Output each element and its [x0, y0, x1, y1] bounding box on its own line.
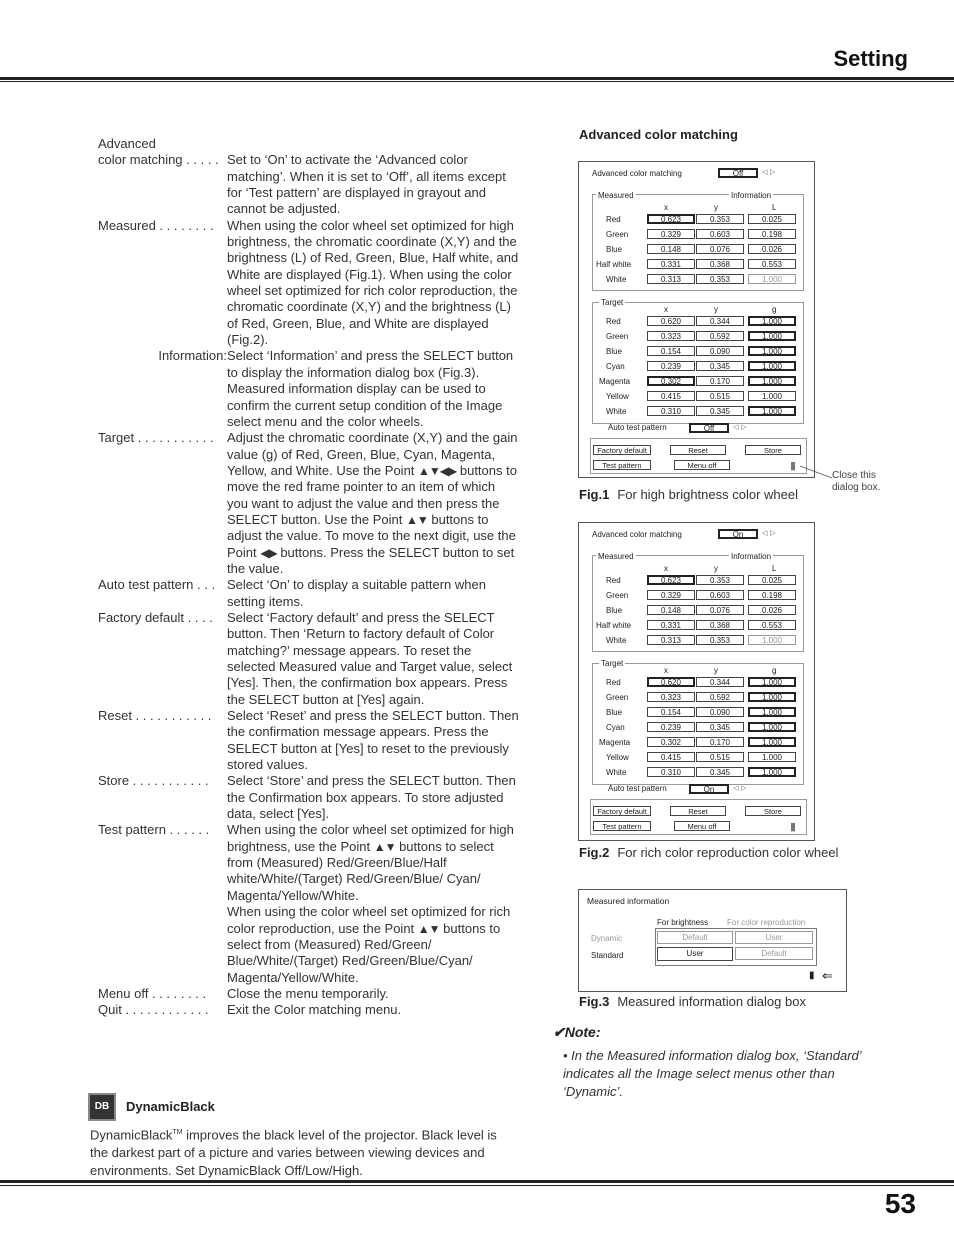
measured-l-value[interactable]: 0.198 — [748, 590, 796, 600]
definition-text: Select ‘Factory default’ and press the SELECT button. Then ‘Return to factory default of Color matching?’ message appears. To reset the selected Measured value and Target value, select [Yes]. Then, the confirmation box appears. Press the SELECT button at [Yes] again. — [227, 609, 513, 707]
target-x-value[interactable]: 0.415 — [647, 391, 695, 401]
target-row-label: Blue — [606, 708, 623, 717]
definition-text: Select ‘Store’ and press the SELECT button. Then the Confirmation box appears. To store adjusted data, select [Yes]. — [227, 773, 516, 822]
target-row-label: Green — [606, 693, 629, 702]
target-g-value[interactable]: 1.000 — [748, 692, 796, 702]
measured-label: Measured — [598, 552, 634, 561]
panel-title: Advanced color matching — [592, 169, 682, 178]
target-x-value[interactable]: 0.239 — [647, 722, 695, 732]
point-arrows-icon: ▲▼◀▶ — [418, 463, 457, 478]
target-row-label: White — [606, 768, 627, 777]
definition-term: Reset . . . . . . . . . . . — [98, 708, 212, 724]
measured-l-value[interactable]: 0.025 — [748, 575, 796, 585]
definition-entry — [98, 152, 528, 217]
store-button[interactable]: Store — [745, 445, 801, 455]
definition-entry — [98, 986, 528, 1002]
dynamicblack-name: DynamicBlack — [90, 1127, 173, 1143]
measured-l-value[interactable]: 0.025 — [748, 214, 796, 224]
right-arrow-icon[interactable]: ▷ — [741, 785, 747, 792]
target-y-value[interactable]: 0.592 — [696, 331, 744, 341]
header-rule — [0, 77, 954, 80]
target-row-label: Red — [606, 678, 621, 687]
definition-text: Exit the Color matching menu. — [227, 1002, 402, 1018]
target-x-value[interactable]: 0.302 — [647, 376, 695, 386]
point-arrows-icon: ▲▼ — [373, 839, 396, 854]
measured-x-value[interactable]: 0.331 — [647, 620, 695, 630]
col-x-label: x — [664, 203, 668, 212]
definition-term: Advanced — [98, 136, 156, 151]
point-arrows-icon: ▲▼ — [405, 512, 428, 527]
target-y-value[interactable]: 0.170 — [696, 737, 744, 747]
measured-row-label: Green — [606, 230, 629, 239]
close-dialog-note: Close this dialog box. — [832, 470, 881, 493]
target-x-value[interactable]: 0.310 — [647, 767, 695, 777]
point-arrows-icon: ◀▶ — [260, 545, 277, 560]
definition-fragment: buttons to adjust the value. To move to the next digit, use the Point — [227, 511, 516, 560]
definition-fragment: buttons. Press the SELECT button to set the value. — [227, 544, 515, 576]
fig3-title: Measured information — [587, 896, 670, 906]
fig3-dynamic-brightness: Default — [657, 931, 733, 944]
measured-row-label: Red — [606, 576, 621, 585]
measured-label: Measured — [598, 191, 634, 200]
target-g-value[interactable]: 1.000 — [748, 391, 796, 401]
information-label: Information — [731, 552, 772, 561]
measured-y-value[interactable]: 0.603 — [696, 229, 744, 239]
definition-term: Target . . . . . . . . . . . — [98, 430, 214, 446]
measured-x-value[interactable]: 0.331 — [647, 259, 695, 269]
measured-l-value[interactable]: 0.553 — [748, 620, 796, 630]
target-g-value[interactable]: 1.000 — [748, 707, 796, 717]
trademark-mark: TM — [172, 1129, 183, 1136]
target-y-value[interactable]: 0.345 — [696, 361, 744, 371]
menu-off-button[interactable]: Menu off — [674, 460, 730, 470]
target-y-value[interactable]: 0.515 — [696, 752, 744, 762]
menu-off-button[interactable]: Menu off — [674, 821, 730, 831]
measured-l-value[interactable]: 1.000 — [748, 274, 796, 284]
measured-l-value[interactable]: 0.026 — [748, 605, 796, 615]
definition-text: Select ‘Information’ and press the SELECT button to display the information dialog box (Fig.3). Measured information display can be used to confirm the current setup condition of the Image select menu and the color wheels. — [227, 348, 514, 429]
definition-entry — [98, 430, 528, 577]
definition-entry — [98, 708, 528, 773]
left-arrow-icon[interactable]: ◁ — [762, 169, 768, 176]
factory-default-button[interactable]: Factory default — [593, 445, 651, 455]
col-y-label: y — [714, 564, 718, 573]
target-col-g-label: g — [772, 666, 777, 675]
left-arrow-icon[interactable]: ◁ — [733, 424, 739, 431]
measured-row-label: Blue — [606, 606, 623, 615]
measured-y-value[interactable]: 0.603 — [696, 590, 744, 600]
dynamicblack-icon: DB — [88, 1093, 116, 1121]
auto-test-pattern-label: Auto test pattern — [608, 784, 667, 793]
target-g-value[interactable]: 1.000 — [748, 361, 796, 371]
target-x-value[interactable]: 0.302 — [647, 737, 695, 747]
definition-entry — [98, 136, 528, 152]
measured-x-value[interactable]: 0.329 — [647, 590, 695, 600]
measured-l-value[interactable]: 0.026 — [748, 244, 796, 254]
fig1-color-matching-panel — [578, 161, 815, 478]
target-x-value[interactable]: 0.154 — [647, 707, 695, 717]
definition-text: Set to ‘On’ to activate the ‘Advanced color matching’. When it is set to ‘Off’, all items except for ‘Test pattern’ are displayed in grayout and cannot be adjusted. — [227, 152, 506, 217]
fig3-row-standard: Standard — [591, 951, 624, 960]
definition-fragment: buttons to move the red frame pointer to an item of which you want to adjust the value and then press the SELECT button. Use the Point — [227, 462, 517, 527]
definition-term: Test pattern . . . . . . — [98, 822, 210, 838]
definition-fragment: When using the color wheel set optimized for high brightness, use the Point — [227, 822, 514, 854]
col-l-label: L — [772, 203, 777, 212]
target-g-value[interactable]: 1.000 — [748, 406, 796, 416]
target-col-x-label: x — [664, 305, 668, 314]
target-y-value[interactable]: 0.090 — [696, 707, 744, 717]
fig3-col-brightness: For brightness — [657, 918, 709, 927]
measured-y-value[interactable]: 0.076 — [696, 605, 744, 615]
target-g-value[interactable]: 1.000 — [748, 376, 796, 386]
auto-test-pattern-label: Auto test pattern — [608, 423, 667, 432]
fig3-measured-information-dialog — [578, 889, 847, 992]
target-y-value[interactable]: 0.090 — [696, 346, 744, 356]
fig3-number: Fig.3 — [579, 994, 610, 1009]
close-note-leader — [798, 462, 834, 482]
target-row-label: Magenta — [599, 738, 631, 747]
exit-door-icon[interactable]: ▮ — [790, 821, 797, 833]
measured-x-value[interactable]: 0.313 — [647, 635, 695, 645]
target-x-value[interactable]: 0.620 — [647, 316, 695, 326]
measured-y-value[interactable]: 0.353 — [696, 575, 744, 585]
target-x-value[interactable]: 0.415 — [647, 752, 695, 762]
fig2-caption — [579, 845, 838, 860]
target-y-value[interactable]: 0.592 — [696, 692, 744, 702]
reset-button[interactable]: Reset — [670, 806, 726, 816]
definition-text: Close the menu temporarily. — [227, 985, 389, 1001]
target-y-value[interactable]: 0.344 — [696, 316, 744, 326]
definition-term: Quit . . . . . . . . . . . . — [98, 1002, 209, 1018]
target-col-g-label: g — [772, 305, 777, 314]
target-x-value[interactable]: 0.239 — [647, 361, 695, 371]
measured-l-value[interactable]: 0.553 — [748, 259, 796, 269]
fig2-caption-text: For rich color reproduction color wheel — [617, 845, 839, 860]
measured-x-value[interactable]: 0.148 — [647, 605, 695, 615]
test-pattern-button[interactable]: Test pattern — [593, 821, 651, 831]
footer-rule — [0, 1180, 954, 1183]
fig3-row-dynamic: Dynamic — [591, 934, 623, 943]
target-x-value[interactable]: 0.620 — [647, 677, 695, 687]
note-body: • In the Measured information dialog box, ‘Standard’ indicates all the Image select menus other than ‘Dynamic’. — [563, 1048, 861, 1099]
target-y-value[interactable]: 0.345 — [696, 722, 744, 732]
exit-door-icon[interactable]: ▮ — [790, 460, 797, 472]
definition-text — [227, 136, 519, 152]
target-g-value[interactable]: 1.000 — [748, 722, 796, 732]
dynamicblack-text: improves the black level of the projector. Black level is the darkest part of a picture and varies between viewing devices and environments. Set DynamicBlack Off/Low/High. — [90, 1127, 497, 1179]
measured-x-value[interactable]: 0.623 — [647, 214, 695, 224]
color-matching-toggle[interactable]: On — [718, 529, 758, 539]
target-label: Target — [601, 298, 624, 307]
target-row-label: Red — [606, 317, 621, 326]
right-arrow-icon[interactable]: ▷ — [741, 424, 747, 431]
dynamicblack-title: DynamicBlack — [126, 1099, 215, 1114]
target-label: Target — [601, 659, 624, 668]
col-y-label: y — [714, 203, 718, 212]
target-g-value[interactable]: 1.000 — [748, 737, 796, 747]
target-y-value[interactable]: 0.515 — [696, 391, 744, 401]
target-y-value[interactable]: 0.345 — [696, 406, 744, 416]
target-y-value[interactable]: 0.345 — [696, 767, 744, 777]
page-number: 53 — [884, 1188, 916, 1219]
store-button[interactable]: Store — [745, 806, 801, 816]
definition-entry — [98, 822, 528, 985]
measured-l-value[interactable]: 1.000 — [748, 635, 796, 645]
measured-row-label: Red — [606, 215, 621, 224]
fig3-standard-brightness: User — [657, 947, 733, 961]
measured-y-value[interactable]: 0.368 — [696, 259, 744, 269]
col-x-label: x — [664, 564, 668, 573]
factory-default-button[interactable]: Factory default — [593, 806, 651, 816]
definition-text — [227, 430, 519, 577]
page-title: Setting — [833, 46, 908, 71]
target-g-value[interactable]: 1.000 — [748, 346, 796, 356]
fig3-dynamic-color: User — [735, 931, 813, 944]
target-row-label: Green — [606, 332, 629, 341]
fig3-caption — [579, 994, 806, 1009]
measured-row-label: White — [606, 636, 627, 645]
measured-x-value[interactable]: 0.623 — [647, 575, 695, 585]
measured-l-value[interactable]: 0.198 — [748, 229, 796, 239]
target-y-value[interactable]: 0.170 — [696, 376, 744, 386]
target-row-label: Cyan — [606, 723, 625, 732]
information-label: Information — [731, 191, 772, 200]
target-y-value[interactable]: 0.344 — [696, 677, 744, 687]
fig1-caption — [579, 487, 798, 502]
measured-row-label: Blue — [606, 245, 623, 254]
definition-entry — [98, 218, 528, 349]
definition-term: Store . . . . . . . . . . . — [98, 773, 209, 789]
target-x-value[interactable]: 0.154 — [647, 346, 695, 356]
definition-fragment: buttons to select from (Measured) Red/Green/ Blue/White/(Target) Red/Green/Blue/Cyan/ Magenta/Yellow/White. — [227, 920, 501, 985]
reset-button[interactable]: Reset — [670, 445, 726, 455]
measured-y-value[interactable]: 0.368 — [696, 620, 744, 630]
measured-x-value[interactable]: 0.329 — [647, 229, 695, 239]
definition-term: Menu off . . . . . . . . — [98, 985, 207, 1001]
target-row-label: Blue — [606, 347, 623, 356]
note-heading: ✔Note: — [553, 1024, 601, 1040]
definition-term: color matching . . . . . — [98, 152, 219, 168]
target-row-label: Cyan — [606, 362, 625, 371]
definition-entry — [98, 348, 528, 430]
definition-term: Factory default . . . . — [98, 609, 213, 625]
target-g-value[interactable]: 1.000 — [748, 677, 796, 687]
definition-entry — [98, 773, 528, 822]
left-arrow-icon[interactable]: ◁ — [733, 785, 739, 792]
target-row-label: Magenta — [599, 377, 631, 386]
definition-entry — [98, 1002, 528, 1018]
right-heading: Advanced color matching — [579, 127, 738, 142]
target-g-value[interactable]: 1.000 — [748, 752, 796, 762]
definition-entry — [98, 577, 528, 610]
definition-term: Information: — [158, 348, 227, 364]
target-x-value[interactable]: 0.323 — [647, 692, 695, 702]
definition-text: Select ‘On’ to display a suitable pattern when setting items. — [227, 577, 486, 609]
target-x-value[interactable]: 0.310 — [647, 406, 695, 416]
target-col-y-label: y — [714, 305, 718, 314]
fig1-number: Fig.1 — [579, 487, 610, 502]
fig3-back-arrow-icon[interactable]: ⇐ — [822, 968, 833, 983]
measured-x-value[interactable]: 0.148 — [647, 244, 695, 254]
measured-x-value[interactable]: 0.313 — [647, 274, 695, 284]
target-g-value[interactable]: 1.000 — [748, 331, 796, 341]
fig3-exit-icon[interactable]: ▮ — [809, 970, 815, 981]
definition-fragment: When using the color wheel set optimized for rich color reproduction, use the Point — [227, 904, 511, 936]
right-arrow-icon[interactable]: ▷ — [770, 169, 776, 176]
target-col-y-label: y — [714, 666, 718, 675]
measured-row-label: Green — [606, 591, 629, 600]
fig2-number: Fig.2 — [579, 845, 610, 860]
measured-row-label: Half white — [596, 621, 632, 630]
measured-y-value[interactable]: 0.076 — [696, 244, 744, 254]
footer-rule-thin — [0, 1185, 954, 1186]
definition-text — [227, 822, 519, 985]
left-arrow-icon[interactable]: ◁ — [762, 530, 768, 537]
definition-text: Select ‘Reset’ and press the SELECT button. Then the confirmation message appears. Press the SELECT button at [Yes] to reset to the previously stored values. — [227, 708, 519, 773]
target-col-x-label: x — [664, 666, 668, 675]
target-g-value[interactable]: 1.000 — [748, 316, 796, 326]
target-row-label: Yellow — [606, 753, 629, 762]
definition-term: Auto test pattern . . . — [98, 577, 216, 593]
target-g-value[interactable]: 1.000 — [748, 767, 796, 777]
fig3-col-color-reproduction: For color reproduction — [727, 918, 806, 927]
point-arrows-icon: ▲▼ — [417, 921, 440, 936]
fig3-standard-color: Default — [735, 947, 813, 960]
right-arrow-icon[interactable]: ▷ — [770, 530, 776, 537]
color-matching-toggle[interactable]: Off — [718, 168, 758, 178]
measured-y-value[interactable]: 0.353 — [696, 274, 744, 284]
definition-fragment: buttons to select from (Measured) Red/Green/Blue/Half white/White/(Target) Red/Green/Blue/ Cyan/ Magenta/Yellow/White. — [227, 838, 494, 903]
header-rule-thin — [0, 81, 954, 82]
target-x-value[interactable]: 0.323 — [647, 331, 695, 341]
measured-y-value[interactable]: 0.353 — [696, 214, 744, 224]
definition-list — [98, 136, 528, 1019]
definition-term: Measured . . . . . . . . — [98, 217, 214, 233]
definition-text: When using the color wheel set optimized for high brightness, the chromatic coordinate (X,Y) and the brightness (L) of Red, Green, Blue, Half white, and White are displayed (Fig.1). When using the color wheel set optimized for rich color reproduction, the chromatic coordinate (X,Y) and the brightness (L) of Red, Green, Blue, and White are displayed (Fig.2). — [227, 217, 519, 348]
col-l-label: L — [772, 564, 777, 573]
fig2-color-matching-panel — [578, 522, 815, 841]
target-row-label: Yellow — [606, 392, 629, 401]
definition-entry — [98, 610, 528, 708]
definition-fragment: Adjust the chromatic coordinate (X,Y) and the gain value (g) of Red, Green, Blue, Cyan, Magenta, Yellow, and White. Use the Point — [227, 430, 518, 478]
measured-y-value[interactable]: 0.353 — [696, 635, 744, 645]
panel-title: Advanced color matching — [592, 530, 682, 539]
auto-test-pattern-toggle[interactable]: Off — [689, 423, 729, 433]
test-pattern-button[interactable]: Test pattern — [593, 460, 651, 470]
measured-row-label: White — [606, 275, 627, 284]
target-row-label: White — [606, 407, 627, 416]
fig1-caption-text: For high brightness color wheel — [617, 487, 798, 502]
auto-test-pattern-toggle[interactable]: On — [689, 784, 729, 794]
dynamicblack-body — [90, 1124, 500, 1180]
fig3-caption-text: Measured information dialog box — [617, 994, 806, 1009]
measured-row-label: Half white — [596, 260, 632, 269]
